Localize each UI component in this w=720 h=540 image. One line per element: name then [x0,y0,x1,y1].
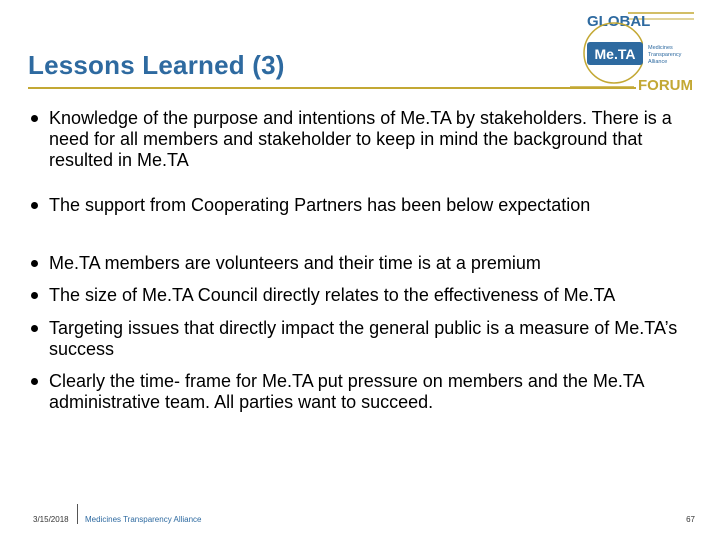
bullet-item [28,195,590,216]
bullet-dot-icon [31,202,38,209]
bullet-item [28,371,698,413]
bullet-item [28,285,615,306]
slide-title: Lessons Learned (3) [28,50,285,80]
bullet-dot-icon [31,378,38,385]
footer-divider [77,504,78,524]
bullet-text: Clearly the time- frame for Me.TA put pressure on members and the Me.TA administrative team. All parties want to succeed. [49,371,644,412]
logo-badge-text: Me.TA [594,46,636,62]
bullet-text: Targeting issues that directly impact the general public is a measure of Me.TA’s success [49,318,678,359]
bullet-dot-icon [31,260,38,267]
bullet-dot-icon [31,325,38,332]
page-number: 67 [686,515,695,524]
bullet-item [28,318,698,360]
footer-date: 3/15/2018 [33,515,69,524]
title-underline [28,87,636,89]
logo-small-line-2: Transparency [648,52,682,58]
bullet-dot-icon [31,115,38,122]
bullet-text: The size of Me.TA Council directly relates to the effectiveness of Me.TA [49,285,616,305]
logo-global-text: GLOBAL [587,13,651,30]
bullet-text: Me.TA members are volunteers and their time is at a premium [49,253,541,273]
bullet-dot-icon [31,292,38,299]
logo-forum-text: FORUM [638,77,693,94]
bullet-item [28,108,698,171]
bullet-list [28,108,698,412]
bullet-text: The support from Cooperating Partners has been below expectation [49,195,591,215]
bullet-item [28,253,541,274]
logo-small-line-1: Medicines [648,45,673,51]
global-forum-logo [570,0,720,100]
footer-organization: Medicines Transparency Alliance [85,515,202,524]
logo-small-line-3: Alliance [648,59,668,65]
bullet-text: Knowledge of the purpose and intentions of Me.TA by stakeholders. There is a need for all members and stakeholder to keep in mind the background that resulted in Me.TA [49,108,672,170]
